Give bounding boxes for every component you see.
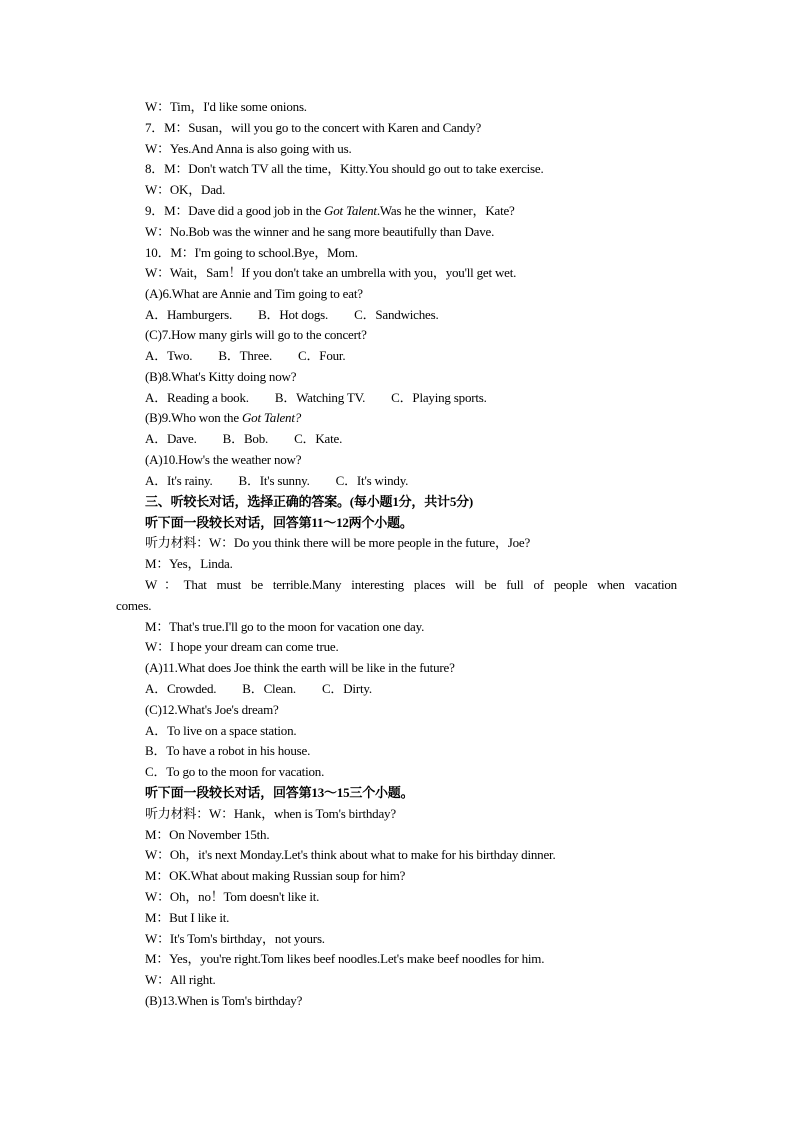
option: B．Bob. — [222, 431, 269, 446]
text-line — [145, 202, 685, 220]
options-7 — [145, 347, 685, 365]
option: C．Dirty. — [321, 681, 372, 696]
section-heading: 三、听较长对话，选择正确的答案。(每小题1分，共计5分) — [145, 494, 474, 509]
text-line: W：No.Bob was the winner and he sang more beautifully than Dave. — [145, 224, 495, 239]
option: B．Three. — [218, 348, 273, 363]
option: C．Four. — [298, 348, 346, 363]
text-line: comes. — [116, 598, 152, 613]
text-line: W：I hope your dream can come true. — [145, 639, 339, 654]
options-9 — [145, 430, 685, 448]
text-line: W：Yes.And Anna is also going with us. — [145, 141, 352, 156]
text-line: W：Oh，no！Tom doesn't like it. — [145, 889, 320, 904]
text-line: 听力材料：W：Do you think there will be more people in the future，Joe? — [145, 535, 531, 550]
option: B．To have a robot in his house. — [145, 743, 311, 758]
options-11 — [145, 680, 685, 698]
option: C．It's windy. — [335, 473, 409, 488]
options-10 — [145, 472, 685, 490]
text-line: W：OK，Dad. — [145, 182, 226, 197]
option: B．Clean. — [242, 681, 296, 696]
option: C．Kate. — [294, 431, 343, 446]
option: A．Dave. — [145, 431, 197, 446]
text-line: W：It's Tom's birthday，not yours. — [145, 931, 325, 946]
option: B．Watching TV. — [274, 390, 366, 405]
question-6: (A)6.What are Annie and Tim going to eat? — [145, 286, 363, 301]
text-line: W：All right. — [145, 972, 216, 987]
text-line: M：On November 15th. — [145, 827, 270, 842]
option: C．Sandwiches. — [354, 307, 439, 322]
text-line: 10．M：I'm going to school.Bye，Mom. — [145, 245, 358, 260]
text-segment: ? — [294, 410, 302, 425]
option: A．Hamburgers. — [145, 307, 233, 322]
show-title: Got Talent — [241, 410, 295, 425]
option: A．Reading a book. — [145, 390, 249, 405]
text-line: M：That's true.I'll go to the moon for vacation one day. — [145, 619, 425, 634]
option: C．To go to the moon for vacation. — [145, 764, 325, 779]
text-line: 听力材料：W：Hank，when is Tom's birthday? — [145, 806, 396, 821]
option: A．Crowded. — [145, 681, 217, 696]
options-8 — [145, 389, 685, 407]
instruction: 听下面一段较长对话，回答第11～12两个小题。 — [145, 515, 413, 530]
question-13: (B)13.When is Tom's birthday? — [145, 993, 303, 1008]
question-12: (C)12.What's Joe's dream? — [145, 702, 279, 717]
text-line: M：Yes，Linda. — [145, 556, 233, 571]
text-segment: 9．M：Dave did a good job in the — [145, 203, 325, 218]
text-line: M：Yes，you're right.Tom likes beef noodles.Let's make beef noodles for him. — [145, 951, 545, 966]
option: A．It's rainy. — [145, 473, 213, 488]
text-line: W：Oh，it's next Monday.Let's think about what to make for his birthday dinner. — [145, 847, 556, 862]
text-line: M：But I like it. — [145, 910, 230, 925]
option: B．It's sunny. — [238, 473, 310, 488]
text-line: W：Tim，I'd like some onions. — [145, 99, 307, 114]
option: A．To live on a space station. — [145, 723, 297, 738]
option: B．Hot dogs. — [258, 307, 329, 322]
show-title: Got Talent — [324, 203, 377, 218]
text-line: 8．M：Don't watch TV all the time，Kitty.You should go out to take exercise. — [145, 161, 544, 176]
text-line: M：OK.What about making Russian soup for him? — [145, 868, 406, 883]
options-6 — [145, 306, 685, 324]
instruction: 听下面一段较长对话，回答第13～15三个小题。 — [145, 785, 414, 800]
question-11: (A)11.What does Joe think the earth will be like in the future? — [145, 660, 455, 675]
question-7: (C)7.How many girls will go to the concert? — [145, 327, 367, 342]
text-line: W：That must be terrible.Many interesting places will be full of people when vacation — [145, 577, 677, 592]
text-line: W：Wait，Sam！If you don't take an umbrella with you，you'll get wet. — [145, 265, 517, 280]
option: A．Two. — [145, 348, 193, 363]
option: C．Playing sports. — [391, 390, 487, 405]
text-line: 7．M：Susan，will you go to the concert with Karen and Candy? — [145, 120, 482, 135]
question-8: (B)8.What's Kitty doing now? — [145, 369, 297, 384]
text-segment: (B)9.Who won the — [145, 410, 242, 425]
question-9 — [145, 409, 685, 427]
question-10: (A)10.How's the weather now? — [145, 452, 302, 467]
text-segment: .Was he the winner，Kate? — [376, 203, 515, 218]
